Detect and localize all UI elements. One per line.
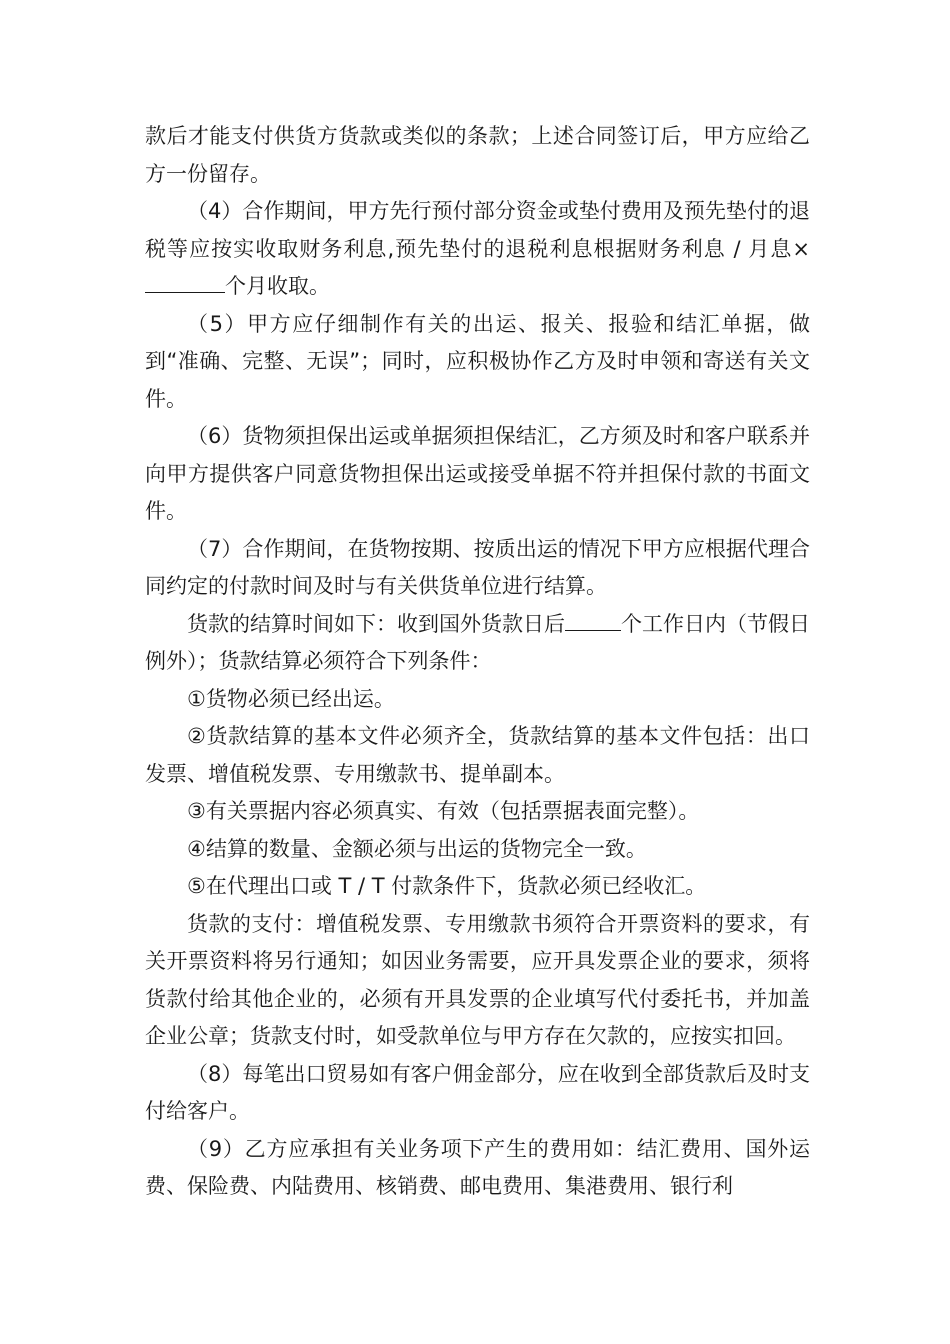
paragraph-text: （8）每笔出口贸易如有客户佣金部分，应在收到全部货款后及时支付给客户。	[145, 1061, 810, 1123]
condition-4	[145, 831, 810, 869]
paragraph-text: ④结算的数量、金额必须与出运的货物完全一致。	[187, 836, 647, 861]
paragraph-item-6	[145, 418, 810, 531]
paragraph-item-7	[145, 531, 810, 606]
paragraph-item-8	[145, 1056, 810, 1131]
paragraph-text: （4）合作期间，甲方先行预付部分资金或垫付费用及预先垫付的退税等应按实收取财务利息,预先垫付的退税利息根据财务利息 / 月息×	[145, 199, 810, 261]
paragraph-text: ③有关票据内容必须真实、有效（包括票据表面完整）。	[187, 799, 700, 823]
paragraph-text: 个月收取。	[225, 274, 330, 298]
paragraph-text: 个工作日内（节假日例外）；货款结算必须符合下列条件：	[145, 611, 810, 673]
paragraph-text: ①货物必须已经出运。	[187, 686, 395, 711]
blank-months-field	[145, 270, 225, 293]
paragraph-item-5	[145, 306, 810, 419]
paragraph-payment-clause-end	[145, 118, 810, 193]
paragraph-payment	[145, 906, 810, 1056]
condition-5	[145, 868, 810, 906]
paragraph-text: ⑤在代理出口或 T / T 付款条件下，货款必须已经收汇。	[187, 874, 707, 898]
paragraph-text: ②货款结算的基本文件必须齐全，货款结算的基本文件包括：出口发票、增值税发票、专用缴款书、提单副本。	[145, 724, 810, 786]
paragraph-text: （6）货物须担保出运或单据须担保结汇，乙方须及时和客户联系并向甲方提供客户同意货物担保出运或接受单据不符并担保付款的书面文件。	[145, 424, 810, 523]
condition-2	[145, 718, 810, 793]
paragraph-item-9	[145, 1131, 810, 1206]
paragraph-text: 货款的结算时间如下：收到国外货款日后	[187, 611, 565, 636]
paragraph-settlement-time	[145, 606, 810, 681]
condition-3	[145, 793, 810, 831]
paragraph-text: （9）乙方应承担有关业务项下产生的费用如：结汇费用、国外运费、保险费、内陆费用、核销费、邮电费用、集港费用、银行利	[145, 1136, 810, 1198]
document-body	[145, 118, 810, 1206]
paragraph-text: 款后才能支付供货方货款或类似的条款；上述合同签订后，甲方应给乙方一份留存。	[145, 124, 810, 186]
condition-1	[145, 681, 810, 719]
blank-workdays-field	[565, 608, 621, 631]
paragraph-text: （7）合作期间，在货物按期、按质出运的情况下甲方应根据代理合同约定的付款时间及时与有关供货单位进行结算。	[145, 536, 810, 598]
paragraph-text: 货款的支付：增值税发票、专用缴款书须符合开票资料的要求，有关开票资料将另行通知；如因业务需要，应开具发票企业的要求，须将货款付给其他企业的，必须有开具发票的企业填写代付委托书，并加盖企业公章；货款支付时，如受款单位与甲方存在欠款的，应按实扣回。	[145, 911, 810, 1048]
paragraph-item-4	[145, 193, 810, 306]
paragraph-text: （5）甲方应仔细制作有关的出运、报关、报验和结汇单据，做到“准确、完整、无误”；同时，应积极协作乙方及时申领和寄送有关文件。	[145, 311, 810, 411]
